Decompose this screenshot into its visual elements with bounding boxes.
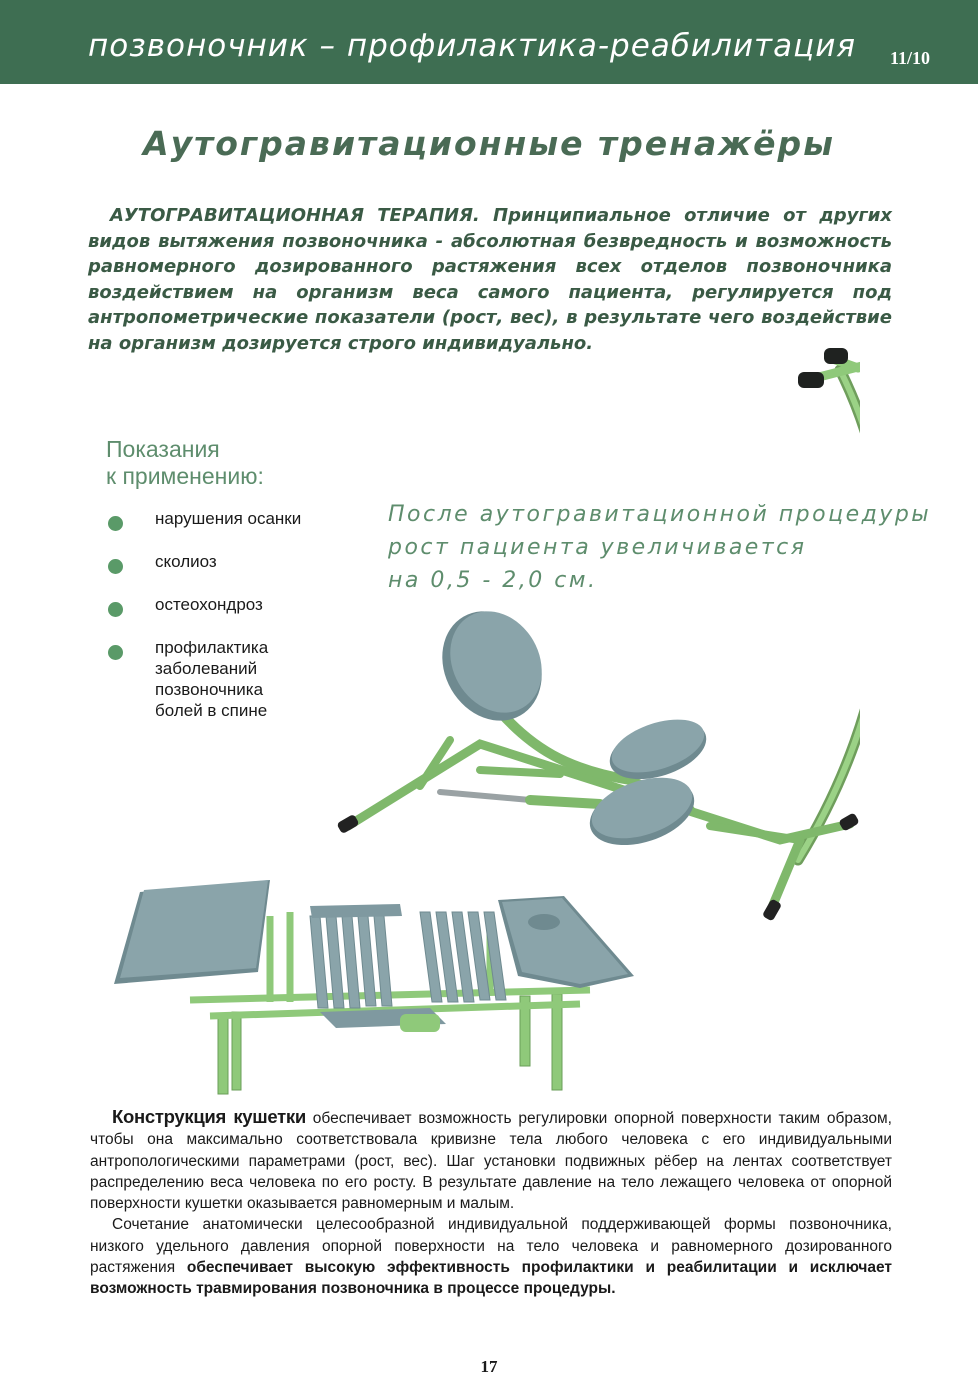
indication-text: профилактика заболеваний позвоночника болей в спине [155, 638, 269, 720]
indications-heading-line1: Показания [106, 436, 220, 462]
trainer-photo [330, 340, 860, 930]
bullet-icon [108, 559, 123, 574]
page-header [0, 0, 978, 84]
couch-p2-bold: обеспечивает высокую эффективность профилактики и реабилитации и исключает возможность травмирования позвоночника в процессе процедуры. [90, 1259, 893, 1298]
result-note-line3: на 0,5 - 2,0 см. [388, 568, 598, 593]
bullet-icon [108, 516, 123, 531]
indications-heading [106, 436, 264, 490]
indications-heading-line2: к применению: [106, 463, 264, 489]
page-number: 17 [480, 1357, 498, 1376]
couch-lead: Конструкция кушетки [112, 1106, 306, 1127]
list-item [108, 551, 355, 572]
couch-photo [110, 876, 640, 1098]
header-title: позвоночник – профилактика-реабилитация [88, 28, 856, 64]
bullet-icon [108, 602, 123, 617]
couch-description [90, 1106, 892, 1300]
couch-paragraph-1 [90, 1106, 892, 1214]
indication-text: остеохондроз [155, 595, 263, 614]
couch-p2-text: Сочетание анатомически целесообразной индивидуальной поддерживающей формы позвоночника, низкого удельного давления опорной поверхности на тело человека и равномерного дозированного растяжения [90, 1216, 892, 1277]
result-note-line2: рост пациента увеличивается [388, 535, 807, 560]
list-item [108, 637, 305, 721]
list-item [108, 508, 355, 529]
intro-paragraph: АУТОГРАВИТАЦИОННАЯ ТЕРАПИЯ. Принципиальное отличие от других видов вытяжения позвоночника - абсолютная безвредность и возможность равномерного дозированного растяжения всех отделов позвоночника воздействием на организм веса самого пациента, регулируется под антропометрические показатели (рост, вес), в результате чего воздействие на организм дозируется строго индивидуально. [88, 205, 892, 354]
indication-text: сколиоз [155, 552, 217, 571]
couch-p1-text: обеспечивает возможность регулировки опорной поверхности таким образом, чтобы она максимально соответствовала кривизне тела любого человека с его индивидуальными антропологическими параметрами (рост, вес). Шаг установки подвижных рёбер на лентах соответствует распределению веса человека по его росту. В результате давление на тело лежащего человека от опорной поверхности кушетки оказывается равномерным и малым. [90, 1110, 892, 1213]
page-title: Аутогравитационные тренажёры [143, 124, 835, 163]
result-note-line1: После аутогравитационной процедуры [388, 502, 932, 527]
header-page-ref: 11/10 [889, 48, 930, 68]
bullet-icon [108, 645, 123, 660]
list-item [108, 594, 355, 615]
couch-paragraph-2 [90, 1214, 892, 1299]
indication-text: нарушения осанки [155, 509, 302, 528]
